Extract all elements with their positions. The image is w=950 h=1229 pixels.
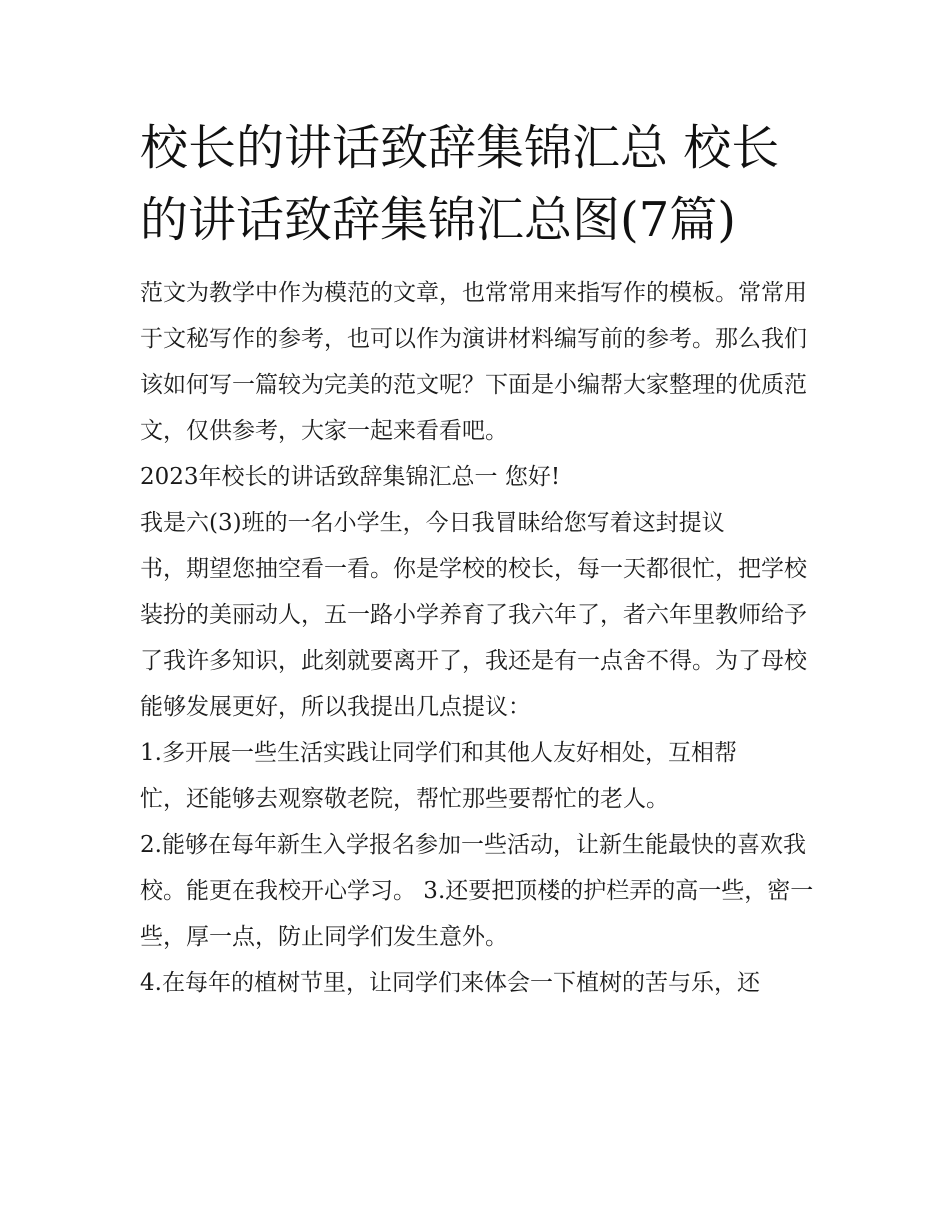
document-content <box>140 112 820 1006</box>
document-title: 校长的讲话致辞集锦汇总 校长的讲话致辞集锦汇总图(7篇) <box>140 120 780 248</box>
document-body <box>140 270 820 1006</box>
paragraph-letter-opening: 我是六(3)班的一名小学生，今日我冒昧给您写着这封提议 <box>140 510 725 536</box>
paragraph-intro: 范文为教学中作为模范的文章，也常常用来指写作的模板。常常用于文秘写作的参考，也可以作为演讲材料编写前的参考。那么我们该如何写一篇较为完美的范文呢？下面是小编帮大家整理的优质范文，仅供参考，大家一起来看看吧。 <box>140 280 807 444</box>
paragraph-suggestion-1-cont: 忙，还能够去观察敬老院，帮忙那些要帮忙的老人。 <box>140 786 669 812</box>
paragraph-suggestion-4: 4.在每年的植树节里，让同学们来体会一下植树的苦与乐，还 <box>140 970 760 996</box>
paragraph-section-heading: 2023年校长的讲话致辞集锦汇总一 您好! <box>140 464 561 490</box>
paragraph-letter-body: 书，期望您抽空看一看。你是学校的校长，每一天都很忙，把学校装扮的美丽动人，五一路小学养育了我六年了，者六年里教师给予了我许多知识，此刻就要离开了，我还是有一点舍不得。为了母校能够发展更好，所以我提出几点提议： <box>140 556 807 720</box>
paragraph-suggestion-2-3: 2.能够在每年新生入学报名参加一些活动，让新生能最快的喜欢我校。能更在我校开心学习。 3.还要把顶楼的护栏弄的高一些，密一些，厚一点，防止同学们发生意外。 <box>140 832 814 950</box>
paragraph-suggestion-1: 1.多开展一些生活实践让同学们和其他人友好相处，互相帮 <box>140 740 737 766</box>
